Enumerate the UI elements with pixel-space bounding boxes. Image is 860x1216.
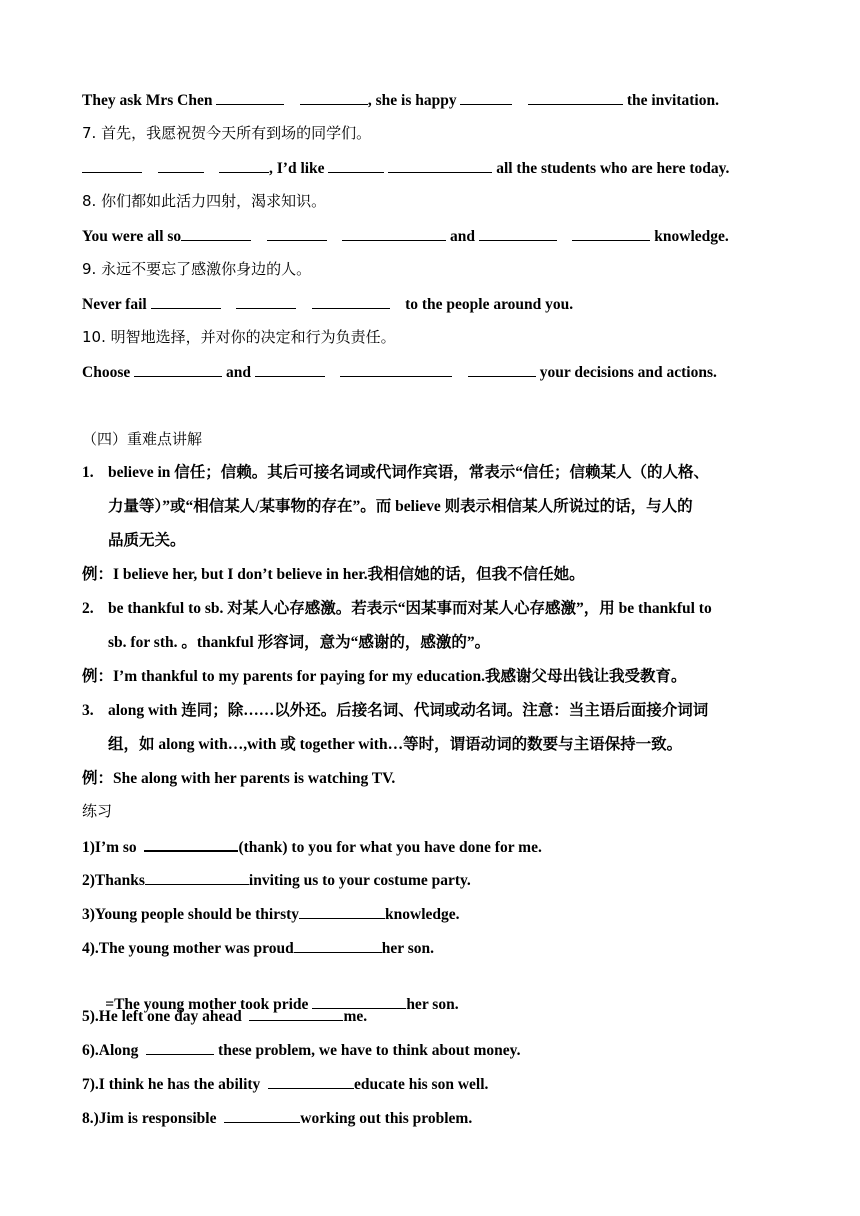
practice-item-2: 2)Thanks inviting us to your costume party. bbox=[82, 868, 800, 892]
answer-blank[interactable] bbox=[294, 936, 382, 953]
answer-blank[interactable] bbox=[299, 902, 385, 919]
blank[interactable] bbox=[460, 88, 512, 105]
question-9-english: Never fail to the people around you. bbox=[82, 292, 800, 316]
point-2-line-2: sb. for sth. 。thankful 形容词，意为“感谢的，感激的”。 bbox=[108, 634, 491, 651]
answer-blank[interactable] bbox=[268, 1072, 354, 1089]
blank[interactable] bbox=[134, 360, 222, 377]
blank[interactable] bbox=[312, 292, 390, 309]
point-3-line-2: 组，如 along with…,with 或 together with…等时，谓语动词的数要与主语保持一致。 bbox=[108, 736, 683, 753]
practice-item-4: 4).The young mother was proud her son. bbox=[82, 936, 800, 960]
point-2-example: 例：I’m thankful to my parents for paying for my education.我感谢父母出钱让我受教育。 bbox=[82, 668, 687, 685]
blank[interactable] bbox=[479, 224, 557, 241]
point-2-line-1: 2. be thankful to sb. 对某人心存感激。若表示“因某事而对某人心存感激”，用 be thankful to bbox=[82, 600, 712, 617]
practice-item-5: 5).He left one day ahead me. bbox=[82, 1004, 800, 1028]
point-3-example: 例：She along with her parents is watching TV. bbox=[82, 770, 396, 787]
blank[interactable] bbox=[468, 360, 536, 377]
point-1-line-2: 力量等）”或“相信某人/某事物的存在”。而 believe 则表示相信某人所说过的话，与人的 bbox=[108, 498, 693, 515]
point-1-line-1: 1. believe in 信任；信赖。其后可接名词或代词作宾语，常表示“信任；信赖某人（的人格、 bbox=[82, 464, 710, 481]
blank[interactable] bbox=[300, 88, 368, 105]
section-heading: （四）重难点讲解 bbox=[82, 430, 203, 448]
point-1-example: 例：I believe her, but I don’t believe in her.我相信她的话，但我不信任她。 bbox=[82, 566, 585, 583]
blank[interactable] bbox=[340, 360, 452, 377]
practice-item-6: 6).Along these problem, we have to think about money. bbox=[82, 1038, 800, 1062]
blank[interactable] bbox=[151, 292, 221, 309]
blank[interactable] bbox=[267, 224, 327, 241]
practice-item-1: 1)I’m so (thank) to you for what you have done for me. bbox=[82, 834, 800, 859]
blank[interactable] bbox=[219, 156, 269, 173]
blank[interactable] bbox=[328, 156, 384, 173]
question-9-chinese: 9. 永远不要忘了感激你身边的人。 bbox=[82, 260, 312, 278]
answer-blank[interactable] bbox=[144, 834, 238, 852]
question-7-chinese: 7. 首先，我愿祝贺今天所有到场的同学们。 bbox=[82, 124, 372, 142]
answer-blank[interactable] bbox=[145, 868, 249, 885]
practice-item-7: 7).I think he has the ability educate his son well. bbox=[82, 1072, 800, 1096]
blank[interactable] bbox=[236, 292, 296, 309]
point-1-line-3: 品质无关。 bbox=[108, 532, 186, 549]
blank[interactable] bbox=[572, 224, 650, 241]
practice-item-3: 3)Young people should be thirsty knowledge. bbox=[82, 902, 800, 926]
question-10-chinese: 10. 明智地选择，并对你的决定和行为负责任。 bbox=[82, 328, 396, 346]
blank[interactable] bbox=[158, 156, 204, 173]
question-8-english: You were all so and knowledge. bbox=[82, 224, 800, 248]
question-10-english: Choose and your decisions and actions. bbox=[82, 360, 800, 384]
answer-blank[interactable] bbox=[249, 1004, 343, 1021]
point-3-line-1: 3. along with 连同；除……以外还。后接名词、代词或动名词。注意：当主语后面接介词词 bbox=[82, 702, 709, 719]
blank[interactable] bbox=[82, 156, 142, 173]
blank[interactable] bbox=[342, 224, 446, 241]
answer-blank[interactable] bbox=[224, 1106, 300, 1123]
question-7-english: , I’d like all the students who are here today. bbox=[82, 156, 800, 180]
blank[interactable] bbox=[181, 224, 251, 241]
practice-item-8: 8.)Jim is responsible working out this problem. bbox=[82, 1106, 800, 1130]
answer-blank[interactable] bbox=[146, 1038, 214, 1055]
blank[interactable] bbox=[388, 156, 492, 173]
blank[interactable] bbox=[528, 88, 623, 105]
question-8-chinese: 8. 你们都如此活力四射，渴求知识。 bbox=[82, 192, 327, 210]
blank[interactable] bbox=[216, 88, 284, 105]
practice-item-4b: =The young mother took pride her son. bbox=[82, 970, 800, 1038]
exercise-line-mrs-chen: They ask Mrs Chen , she is happy the invitation. bbox=[82, 88, 800, 112]
blank[interactable] bbox=[255, 360, 325, 377]
practice-title: 练习 bbox=[82, 802, 113, 820]
